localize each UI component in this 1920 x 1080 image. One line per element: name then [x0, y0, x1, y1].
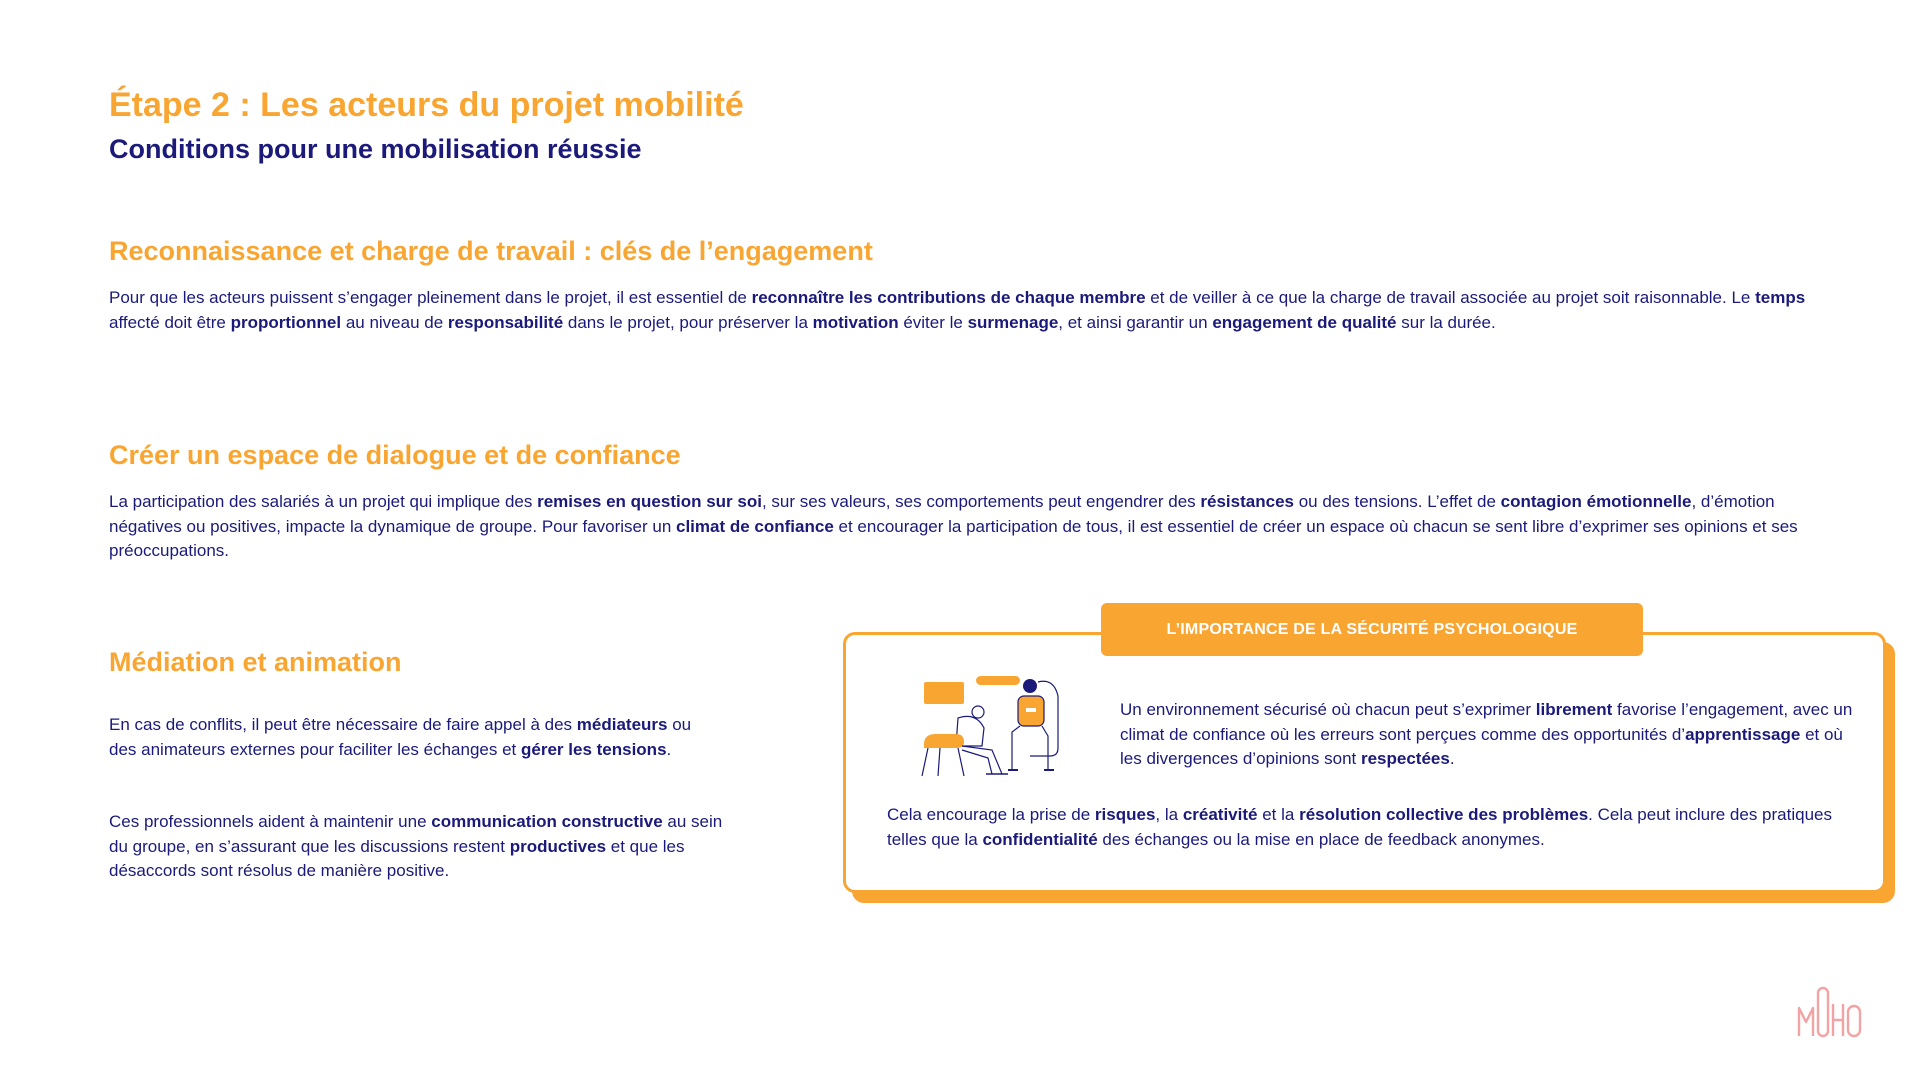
section-heading-dialogue: Créer un espace de dialogue et de confiance: [109, 440, 681, 470]
emphasis-text: confidentialité: [982, 829, 1098, 849]
body-text: et que les désaccords sont résolus de manière positive.: [109, 836, 685, 880]
emphasis-text: communication constructive: [431, 812, 663, 831]
dialogue-paragraph: [109, 490, 1829, 564]
body-text: sur la durée.: [1396, 312, 1496, 332]
body-text: . Cela peut inclure des pratiques telles que la: [887, 805, 1832, 849]
body-text: dans le projet, pour préserver la: [563, 312, 813, 332]
emphasis-text: résolution collective des problèmes: [1299, 805, 1589, 824]
body-text: Cela encourage la prise de: [887, 805, 1095, 824]
emphasis-text: résistances: [1200, 492, 1294, 511]
mediation-paragraph-1: [109, 713, 719, 762]
emphasis-text: climat de confiance: [676, 516, 834, 536]
emphasis-text: motivation: [812, 312, 899, 332]
body-text: et encourager la participation de tous, il est essentiel de créer un espace où chacun se sent libre d’exprimer ses opinions et ses préoccupations.: [109, 516, 1798, 560]
body-text: des échanges ou la mise en place de feedback anonymes.: [1097, 829, 1545, 849]
body-text: et la: [1257, 805, 1300, 824]
emphasis-text: temps: [1755, 288, 1806, 307]
emphasis-text: remises en question sur soi: [537, 492, 762, 511]
emphasis-text: librement: [1535, 700, 1613, 719]
page-subtitle: Conditions pour une mobilisation réussie: [109, 134, 642, 164]
two-people-conversation-icon: [918, 668, 1088, 780]
body-text: , la: [1155, 805, 1183, 824]
emphasis-text: apprentissage: [1685, 724, 1801, 744]
page-title: Étape 2 : Les acteurs du projet mobilité: [109, 86, 744, 124]
emphasis-text: reconnaître les contributions de chaque membre: [751, 288, 1146, 307]
emphasis-text: engagement de qualité: [1212, 312, 1397, 332]
body-text: En cas de conflits, il peut être nécessaire de faire appel à des: [109, 715, 577, 734]
recognition-paragraph: [109, 286, 1829, 335]
body-text: , et ainsi garantir un: [1058, 312, 1213, 332]
body-text: .: [1449, 749, 1455, 768]
emphasis-text: productives: [509, 836, 607, 856]
body-text: , sur ses valeurs, ses comportements peut engendrer des: [761, 492, 1201, 511]
body-text: favorise l’engagement, avec un climat de confiance où les erreurs sont perçues comme des opportunités d’: [1120, 700, 1853, 744]
body-text: , d’émotion négatives ou positives, impacte la dynamique de groupe. Pour favoriser un: [109, 492, 1775, 536]
emphasis-text: responsabilité: [447, 312, 564, 332]
callout-paragraph-2: [887, 803, 1857, 852]
body-text: Pour que les acteurs puissent s’engager pleinement dans le projet, il est essentiel de: [109, 288, 752, 307]
emphasis-text: surmenage: [967, 312, 1059, 332]
body-text: au sein du groupe, en s’assurant que les discussions restent: [109, 812, 723, 856]
body-text: et où les divergences d’opinions sont: [1120, 724, 1843, 768]
body-text: au niveau de: [341, 312, 448, 332]
body-text: .: [666, 739, 672, 759]
emphasis-text: risques: [1094, 805, 1156, 824]
body-text: ou des animateurs externes pour faciliter les échanges et: [109, 715, 692, 759]
emphasis-text: médiateurs: [576, 715, 668, 734]
mediation-paragraph-2: [109, 810, 739, 884]
emphasis-text: contagion émotionnelle: [1500, 492, 1692, 511]
emphasis-text: créativité: [1182, 805, 1258, 824]
section-heading-recognition: Reconnaissance et charge de travail : clés de l’engagement: [109, 236, 873, 266]
callout-paragraph-1: [1120, 698, 1860, 772]
moho-logo: [1796, 982, 1866, 1040]
body-text: et de veiller à ce que la charge de travail associée au projet soit raisonnable. Le: [1145, 288, 1756, 307]
body-text: Un environnement sécurisé où chacun peut s’exprimer: [1120, 700, 1536, 719]
emphasis-text: proportionnel: [230, 312, 342, 332]
body-text: éviter le: [898, 312, 968, 332]
emphasis-text: respectées: [1360, 749, 1450, 768]
emphasis-text: gérer les tensions: [521, 739, 667, 759]
body-text: affecté doit être: [109, 312, 231, 332]
body-text: La participation des salariés à un projet qui implique des: [109, 492, 538, 511]
body-text: Ces professionnels aident à maintenir une: [109, 812, 432, 831]
callout-banner: L’IMPORTANCE DE LA SÉCURITÉ PSYCHOLOGIQUE: [1101, 603, 1643, 656]
body-text: ou des tensions. L’effet de: [1293, 492, 1501, 511]
section-heading-mediation: Médiation et animation: [109, 647, 402, 677]
